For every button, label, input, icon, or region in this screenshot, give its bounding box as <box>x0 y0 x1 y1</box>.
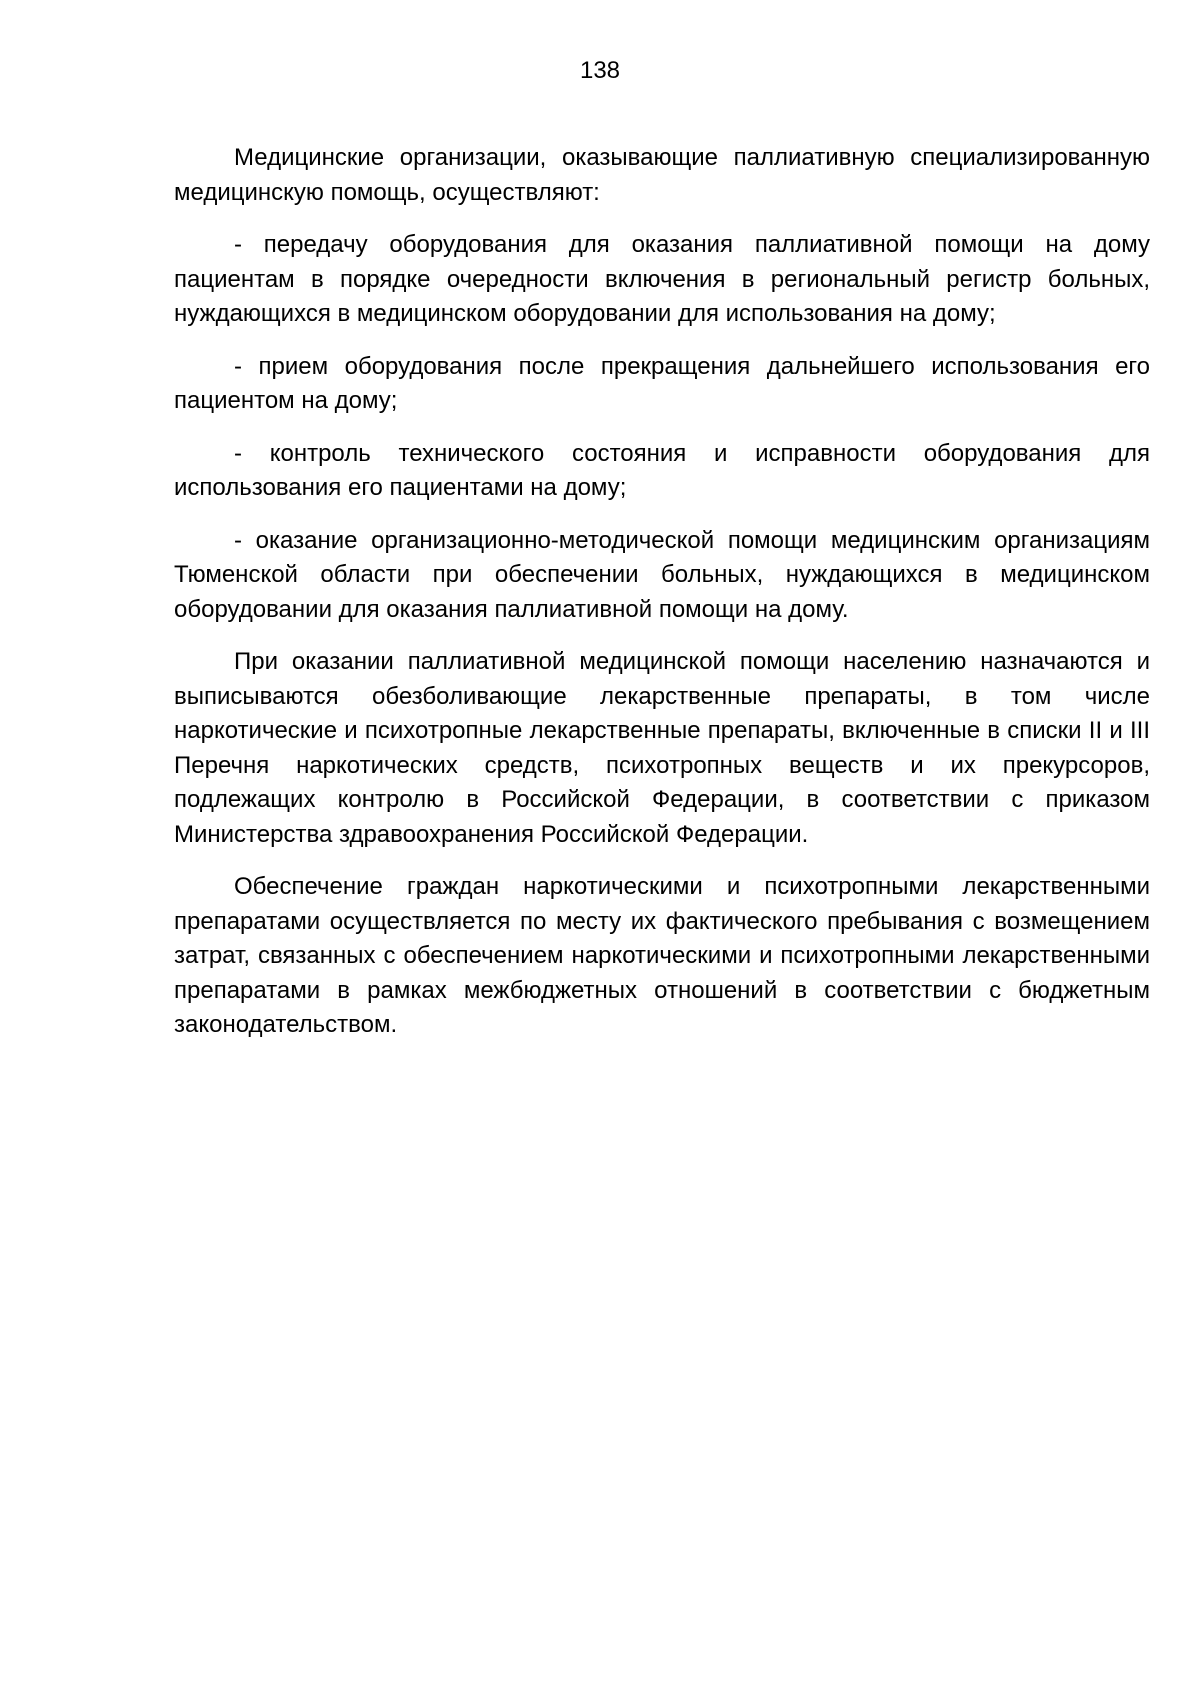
list-item-technical-control: - контроль технического состояния и исправности оборудования для использования его пациентами на дому; <box>174 439 1150 501</box>
list-item-equipment-transfer: - передачу оборудования для оказания паллиативной помощи на дому пациентам в порядке очередности включения в региональный регистр больных, нуждающихся в медицинском оборудовании для использования на дому; <box>174 231 1150 327</box>
paragraph-pain-relief: При оказании паллиативной медицинской помощи населению назначаются и выписываются обезболивающие лекарственные препараты, в том числе наркотические и психотропные лекарственные препараты, включенные в списки II и III Перечня наркотических средств, психотропных веществ и их прекурсоров, подлежащих контролю в Российской Федерации, в соответствии с приказом Министерства здравоохранения Российской Федерации. <box>174 648 1150 848</box>
list-item-equipment-return: - прием оборудования после прекращения дальнейшего использования его пациентом на дому; <box>174 352 1150 414</box>
page-number: 138 <box>579 57 621 84</box>
paragraph-provision: Обеспечение граждан наркотическими и психотропными лекарственными препаратами осуществляется по месту их фактического пребывания с возмещением затрат, связанных с обеспечением наркотическими и психотропными лекарственными препаратами в рамках межбюджетных отношений в соответствии с бюджетным законодательством. <box>174 873 1150 1038</box>
document-body <box>174 141 1150 1061</box>
paragraph-intro: Медицинские организации, оказывающие паллиативную специализированную медицинскую помощь, осуществляют: <box>174 144 1150 206</box>
list-item-methodical-help: - оказание организационно-методической помощи медицинским организациям Тюменской области при обеспечении больных, нуждающихся в медицинском оборудовании для оказания паллиативной помощи на дому. <box>174 526 1150 623</box>
